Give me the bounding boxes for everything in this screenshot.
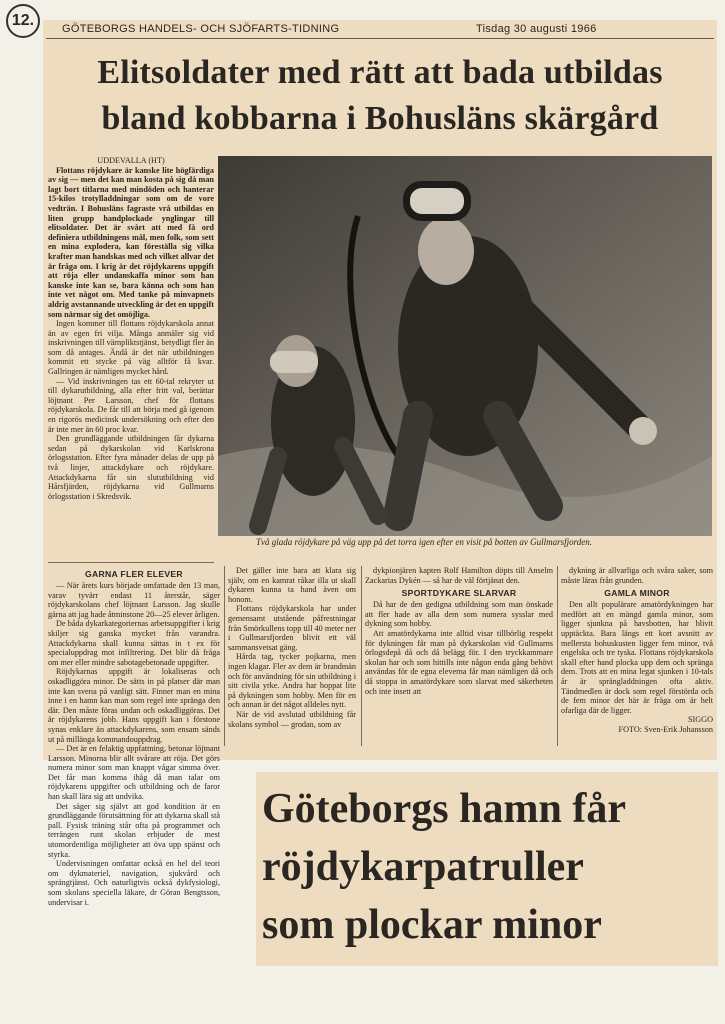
- article-paragraph: När de vid avslutad utbildning får skolans symbol — grodan, som av: [228, 709, 356, 729]
- column-divider: [224, 566, 225, 746]
- article-paragraph: Den allt populärare amatördykningen har medfört att en mängd gamla minor, som ligger sjunkna på havsbotten, har blivit upptäckta. Bara längs ett kort avsnitt av mellersta bohuskusten ligger fem minor, två engelska och tre tyska. Flottans röjdykarskola skall efter hand plocka upp dem och spränga dem. Trots att en mina legat sjunken i 10-tals år är sprängladdningen ofta aktiv. Tändmedlen är dock som regel förstörda och de fem minor det här är fråga om är helt ofarliga där de ligger.: [561, 600, 713, 715]
- headline-line-2: bland kobbarna i Bohusläns skärgård: [101, 100, 659, 137]
- subheading: GARNA FLER ELEVER: [85, 569, 183, 579]
- article-paragraph: Röjdykarnas uppgift är lokaliseras och oskadliggöra minor. De sätts in på platser där man inte kan sveпа på vanligt sätt. Finner man en mina inne i en hamn kan man som regel inte spränga den där. Den måste föras undan och oskadliggöras. Det är röjdykarens jobb. Hans uppgift kan i förstone synas enklare än attackdykarens, som ensam sänds ut på millänga kommandouppdrag.: [48, 667, 220, 744]
- photo-caption: Två glada röjdykare på väg upp på det torra igen efter en visit på botten av Gullmarsfjorden.: [256, 537, 593, 547]
- article-paragraph: — Vid inskrivningen tas ett 60-tal rekryter ut till dykarutbildning, alla efter fritt val, berättar löjtnant Per Larsson, chef för flottans röjdykarskola. De får till att börja med gå igenom en rigorös medicinsk undersökning och efter den är inte mer än 60 proc kvar.: [48, 376, 214, 434]
- masthead: [46, 22, 714, 39]
- article-paragraph: — När årets kurs började omfattade den 13 man, varav tyvärr endast 11 återstår, säger röjdykarskolans chef löjtnant Larsson. Jag skulle gärna att jag hade åtminstone 20—25 elever årligen.: [48, 581, 220, 619]
- article-paragraph: Den grundläggande utbildningen får dykarna sedan på dykarskolan vid Karlskrona örlogsstation. Efter fyra månader delas de upp på två linjer, attackdykare och röjdykare. Attackdykarna får sin slututbildning vid Hårsfjärden, röjdykarna vid Gullmarns örlogsstation i Skredsvik.: [48, 434, 214, 501]
- photo-credit: FOTO: Sven-Erik Johansson: [618, 724, 713, 734]
- dateline: UDDEVALLA (HT): [97, 156, 165, 165]
- article-column-4: [365, 566, 553, 750]
- subheading: GAMLA MINOR: [604, 588, 670, 599]
- article-paragraph: Då har de den gedigna utbildning som man önskade att fler hade av alla dem som numera sysslar med dykning som hobby.: [365, 600, 553, 629]
- second-headline-line-2: röjdykarpatruller: [262, 844, 584, 890]
- subheading: SPORTDYKARE SLARVAR: [401, 588, 517, 599]
- page-number-circle: 12.: [6, 4, 40, 38]
- second-headline-line-1: Göteborgs hamn får: [262, 786, 626, 832]
- article-column-1: [48, 156, 214, 568]
- article-paragraph: Undervisningen omfattar också en hel del teori om dykmateriel, navigation, sjukvård och sprängtjänst. Och naturligtvis också dykfysiologi, som skolans speciella läkare, dr Göran Bengtsson, undervisar i.: [48, 859, 220, 907]
- divers-illustration: [218, 156, 712, 536]
- column-divider: [48, 562, 214, 563]
- article-paragraph: Att amatördykarna inte alltid visar tillbörlig respekt för dykningen får man på dykarskolan vid Gullmarns örlogsdepå då och då belägg för. I den tryckkammare skolan har och som hittills inte någon enda gång behövt användas för de egna eleverna får man nämligen då och då stoppa in amatördykare som slarvat med säkerheten och inte insett att: [365, 628, 553, 696]
- main-headline: [50, 50, 710, 142]
- headline-line-1: Elitsoldater med rätt att bada utbildas: [97, 54, 663, 91]
- second-headline: [262, 780, 716, 954]
- article-column-3: [228, 566, 356, 750]
- article-paragraph: Det säger sig självt att god kondition är en grundläggande förutsättning för att dykarna skall stå pall. Fysisk träning står ofta på programmet och terrängen runt skolan erbjuder de mest utomordentliga möjligheter att öva upp spänst och styrka.: [48, 801, 220, 859]
- article-column-2: [48, 566, 220, 986]
- article-lead: Flottans röjdykare är kanske lite högfärdiga av sig — men det kan man kosta på sig då man lagt bort titlarna med mindöden och hanterar 15-kilos trotylladdningar som om de vore vedträn. I Bohusläns fagraste vrå utbildas en liten grupp handplockade ynglingar till elitsoldater. Det är svårt att med få ord definiera utbildningens mål, men folk, som sett en mina explodera, kan föreställa sig vilka krafter man handskas med och vilket allvar det är fråga om. I krig är det röjdykarens uppgift att röja eller undanskaffa minor som han kanske inte kan se, bara känna och som han inte vet något om. Med tanke på minvapnets aldrig avstannande utveckling är det en uppgift som närmar sig det omöjliga.: [48, 165, 214, 319]
- article-paragraph: — Det är en felaktig uppfattning, betonar löjtnant Larsson. Minorna blir allt svårare att röja. Det görs numera minor som man knappt vågar simma över. Det får man komma ihåg då man talar om röjdykarens uppgifter och utbildning och de faror han skall lära sig att undvika.: [48, 744, 220, 802]
- second-headline-line-3: som plockar minor: [262, 902, 602, 948]
- article-paragraph: Det gäller inte bara att klara sig själv, om en kamrat råkar illa ut skall dykaren kunna ta hand även om honom.: [228, 566, 356, 604]
- article-paragraph: Flottans röjdykarskola har under gemensamt utstående påfrestningar från Smörkullens topp till 40 meter ner i Gullmarsfjorden blivit ett väl sammansvetsat gäng.: [228, 604, 356, 652]
- author-signature: SIGGO: [687, 715, 713, 725]
- article-paragraph: dykpionjären kapten Rolf Hamilton döpts till Anselm Zackarias Dykén — så har de väl förtjänat den.: [365, 566, 553, 585]
- newspaper-name: GÖTEBORGS HANDELS- OCH SJÖFARTS-TIDNING: [62, 23, 340, 35]
- article-column-5: [561, 566, 713, 750]
- article-paragraph: dykning är allvarliga och svåra saker, som måste läras från grunden.: [561, 566, 713, 585]
- column-divider: [557, 566, 558, 746]
- divers-photo: [218, 156, 712, 536]
- article-paragraph: De båda dykarkategoriernas arbetsuppgifter i krig skiljer sig ganska mycket från varandra. Attackdykarna skall kunna sättas in t ex för specialuppdrag mot infiltrering. Det blir då fråga om mer eller mindre sabotagebetonade uppgifter.: [48, 619, 220, 667]
- issue-date: Tisdag 30 augusti 1966: [476, 23, 597, 35]
- article-paragraph: Ingen kommer till flottans röjdykarskola annat än av egen fri vilja. Många anmäler sig vid inskrivningen till värnpliktstjänst, betydligt fler än som då antages. Ändå är det när utbildningen kommit ett stycke på väg alltför få kvar. Gallringen är nämligen mycket hård.: [48, 319, 214, 377]
- article-paragraph: Hårda tag, tycker pojkarna, men ingen klagar. Fler av dem är brandmän och för användning för sin utbildning i sitt civila yrke. Andra har hoppat lite på dykningen som hobby. Men för en och annan är det något alldeles nytt.: [228, 652, 356, 710]
- column-divider: [361, 566, 362, 746]
